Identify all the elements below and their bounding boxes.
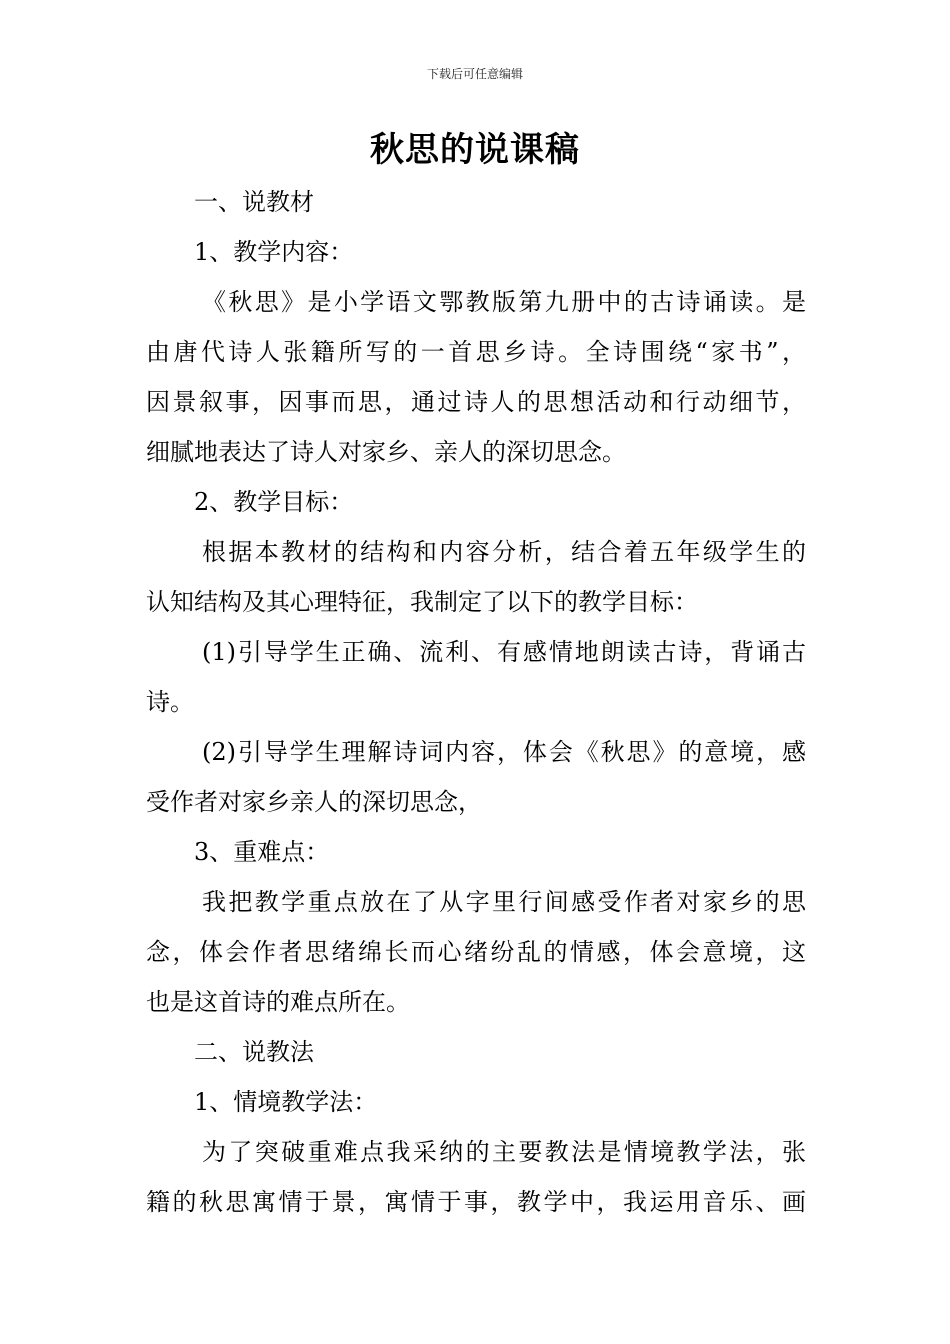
paragraph-goal-1 [146,627,806,727]
document-body [146,177,806,1227]
paragraph-line: 我把教学重点放在了从字里行间感受作者对家乡的思 [202,888,806,916]
paragraph-situational-method [146,1127,806,1227]
subsection-heading-key-points: 3、重难点： [194,838,330,866]
section-heading-2: 二、说教法 [194,1038,314,1066]
paragraph-teaching-goals-intro [146,527,806,627]
paragraph-line: 由唐代诗人张籍所写的一首思乡诗。全诗围绕“家书”， [146,338,806,366]
subsection-heading-teaching-goals: 2、教学目标： [194,488,354,516]
paragraph-line: 诗。 [146,688,194,716]
document-title: 秋思的说课稿 [370,130,580,170]
paragraph-key-points [146,877,806,1027]
paragraph-line: 籍的秋思寓情于景，寓情于事，教学中，我运用音乐、画 [146,1188,806,1216]
section-heading-1: 一、说教材 [194,188,314,216]
paragraph-line: 也是这首诗的难点所在。 [146,988,410,1016]
paragraph-teaching-content [146,277,806,477]
paragraph-line: 受作者对家乡亲人的深切思念， [146,788,482,816]
subsection-heading-situational-method: 1、情境教学法： [194,1088,378,1116]
paragraph-line: (1)引导学生正确、流利、有感情地朗读古诗，背诵古 [202,638,806,666]
paragraph-line: 认知结构及其心理特征，我制定了以下的教学目标： [146,588,698,616]
subsection-heading-teaching-content: 1、教学内容： [194,238,354,266]
paragraph-line: 《秋思》是小学语文鄂教版第九册中的古诗诵读。是 [202,288,806,316]
paragraph-goal-2 [146,727,806,827]
header-note: 下载后可任意编辑 [426,67,523,81]
paragraph-line: 根据本教材的结构和内容分析，结合着五年级学生的 [202,538,806,566]
paragraph-line: 为了突破重难点我采纳的主要教法是情境教学法，张 [202,1138,806,1166]
paragraph-line: 细腻地表达了诗人对家乡、亲人的深切思念。 [146,438,626,466]
paragraph-line: (2)引导学生理解诗词内容，体会《秋思》的意境，感 [202,738,806,766]
paragraph-line: 念，体会作者思绪绵长而心绪纷乱的情感，体会意境，这 [146,938,806,966]
paragraph-line: 因景叙事，因事而思，通过诗人的思想活动和行动细节， [146,388,806,416]
